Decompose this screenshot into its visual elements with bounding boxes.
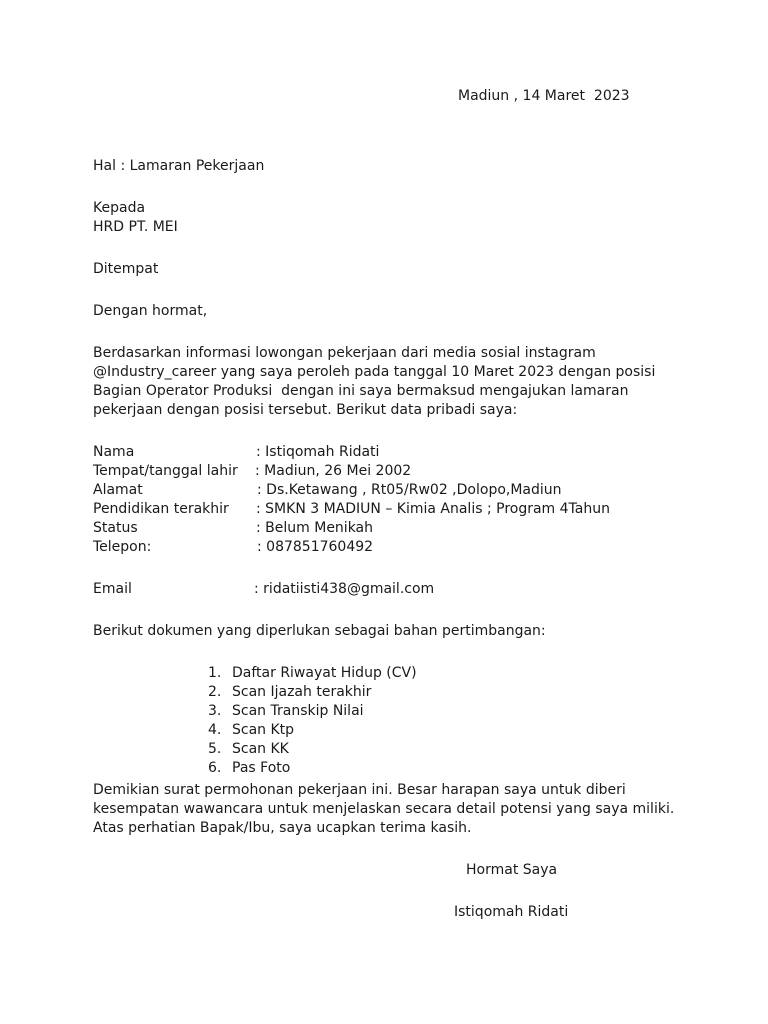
signer-name: Istiqomah Ridati — [454, 904, 569, 920]
email-value: : ridatiisti438@gmail.com — [254, 581, 435, 597]
field-label: Telepon: — [93, 539, 152, 555]
list-item — [208, 740, 289, 759]
personal-data-row — [93, 500, 610, 519]
field-value: : 087851760492 — [257, 539, 374, 555]
field-value: : Ds.Ketawang , Rt05/Rw02 ,Dolopo,Madiun — [257, 482, 562, 498]
list-number: 1. — [208, 665, 222, 681]
subject-line: Hal : Lamaran Pekerjaan — [93, 158, 265, 174]
recipient-location: Ditempat — [93, 261, 159, 277]
intro-line: pekerjaan dengan posisi tersebut. Berikut data pribadi saya: — [93, 402, 518, 418]
personal-data-row — [93, 538, 374, 557]
personal-data-row — [93, 519, 374, 538]
intro-line: Bagian Operator Produksi dengan ini saya bermaksud mengajukan lamaran — [93, 383, 629, 399]
personal-data-row — [93, 443, 380, 462]
list-number: 2. — [208, 684, 222, 700]
field-value: : Belum Menikah — [256, 520, 374, 536]
field-label: Status — [93, 520, 138, 536]
email-row — [93, 580, 435, 599]
closing-paragraph — [93, 781, 713, 838]
recipient-name: HRD PT. MEI — [93, 219, 178, 235]
field-label: Pendidikan terakhir — [93, 501, 229, 517]
list-text: Scan Transkip Nilai — [232, 703, 364, 719]
personal-data-row — [93, 462, 412, 481]
field-value: : Istiqomah Ridati — [256, 444, 380, 460]
intro-paragraph — [93, 344, 683, 420]
list-text: Pas Foto — [232, 760, 291, 776]
list-text: Scan Ktp — [232, 722, 295, 738]
email-label: Email — [93, 581, 132, 597]
greeting: Dengan hormat, — [93, 303, 208, 319]
list-item — [208, 702, 364, 721]
sign-off: Hormat Saya — [466, 862, 558, 878]
field-label: Tempat/tanggal lahir — [93, 463, 238, 479]
list-item — [208, 721, 295, 740]
field-label: Nama — [93, 444, 135, 460]
place-date: Madiun , 14 Maret 2023 — [458, 88, 630, 104]
intro-line: Berdasarkan informasi lowongan pekerjaan dari media sosial instagram — [93, 345, 596, 361]
list-text: Scan Ijazah terakhir — [232, 684, 372, 700]
personal-data-row — [93, 481, 562, 500]
list-number: 3. — [208, 703, 222, 719]
list-item — [208, 759, 291, 778]
list-text: Scan KK — [232, 741, 289, 757]
recipient-to: Kepada — [93, 200, 146, 216]
list-item — [208, 683, 372, 702]
list-item — [208, 664, 417, 683]
list-number: 6. — [208, 760, 222, 776]
field-value: : Madiun, 26 Mei 2002 — [255, 463, 412, 479]
field-value: : SMKN 3 MADIUN – Kimia Analis ; Program 4Tahun — [256, 501, 610, 517]
list-number: 5. — [208, 741, 222, 757]
closing-line: Atas perhatian Bapak/Ibu, saya ucapkan terima kasih. — [93, 820, 472, 836]
closing-line: Demikian surat permohonan pekerjaan ini. Besar harapan saya untuk diberi — [93, 782, 626, 798]
field-label: Alamat — [93, 482, 143, 498]
documents-intro: Berikut dokumen yang diperlukan sebagai bahan pertimbangan: — [93, 623, 546, 639]
list-text: Daftar Riwayat Hidup (CV) — [232, 665, 417, 681]
closing-line: kesempatan wawancara untuk menjelaskan secara detail potensi yang saya miliki. — [93, 801, 675, 817]
list-number: 4. — [208, 722, 222, 738]
intro-line: @Industry_career yang saya peroleh pada tanggal 10 Maret 2023 dengan posisi — [93, 364, 656, 380]
